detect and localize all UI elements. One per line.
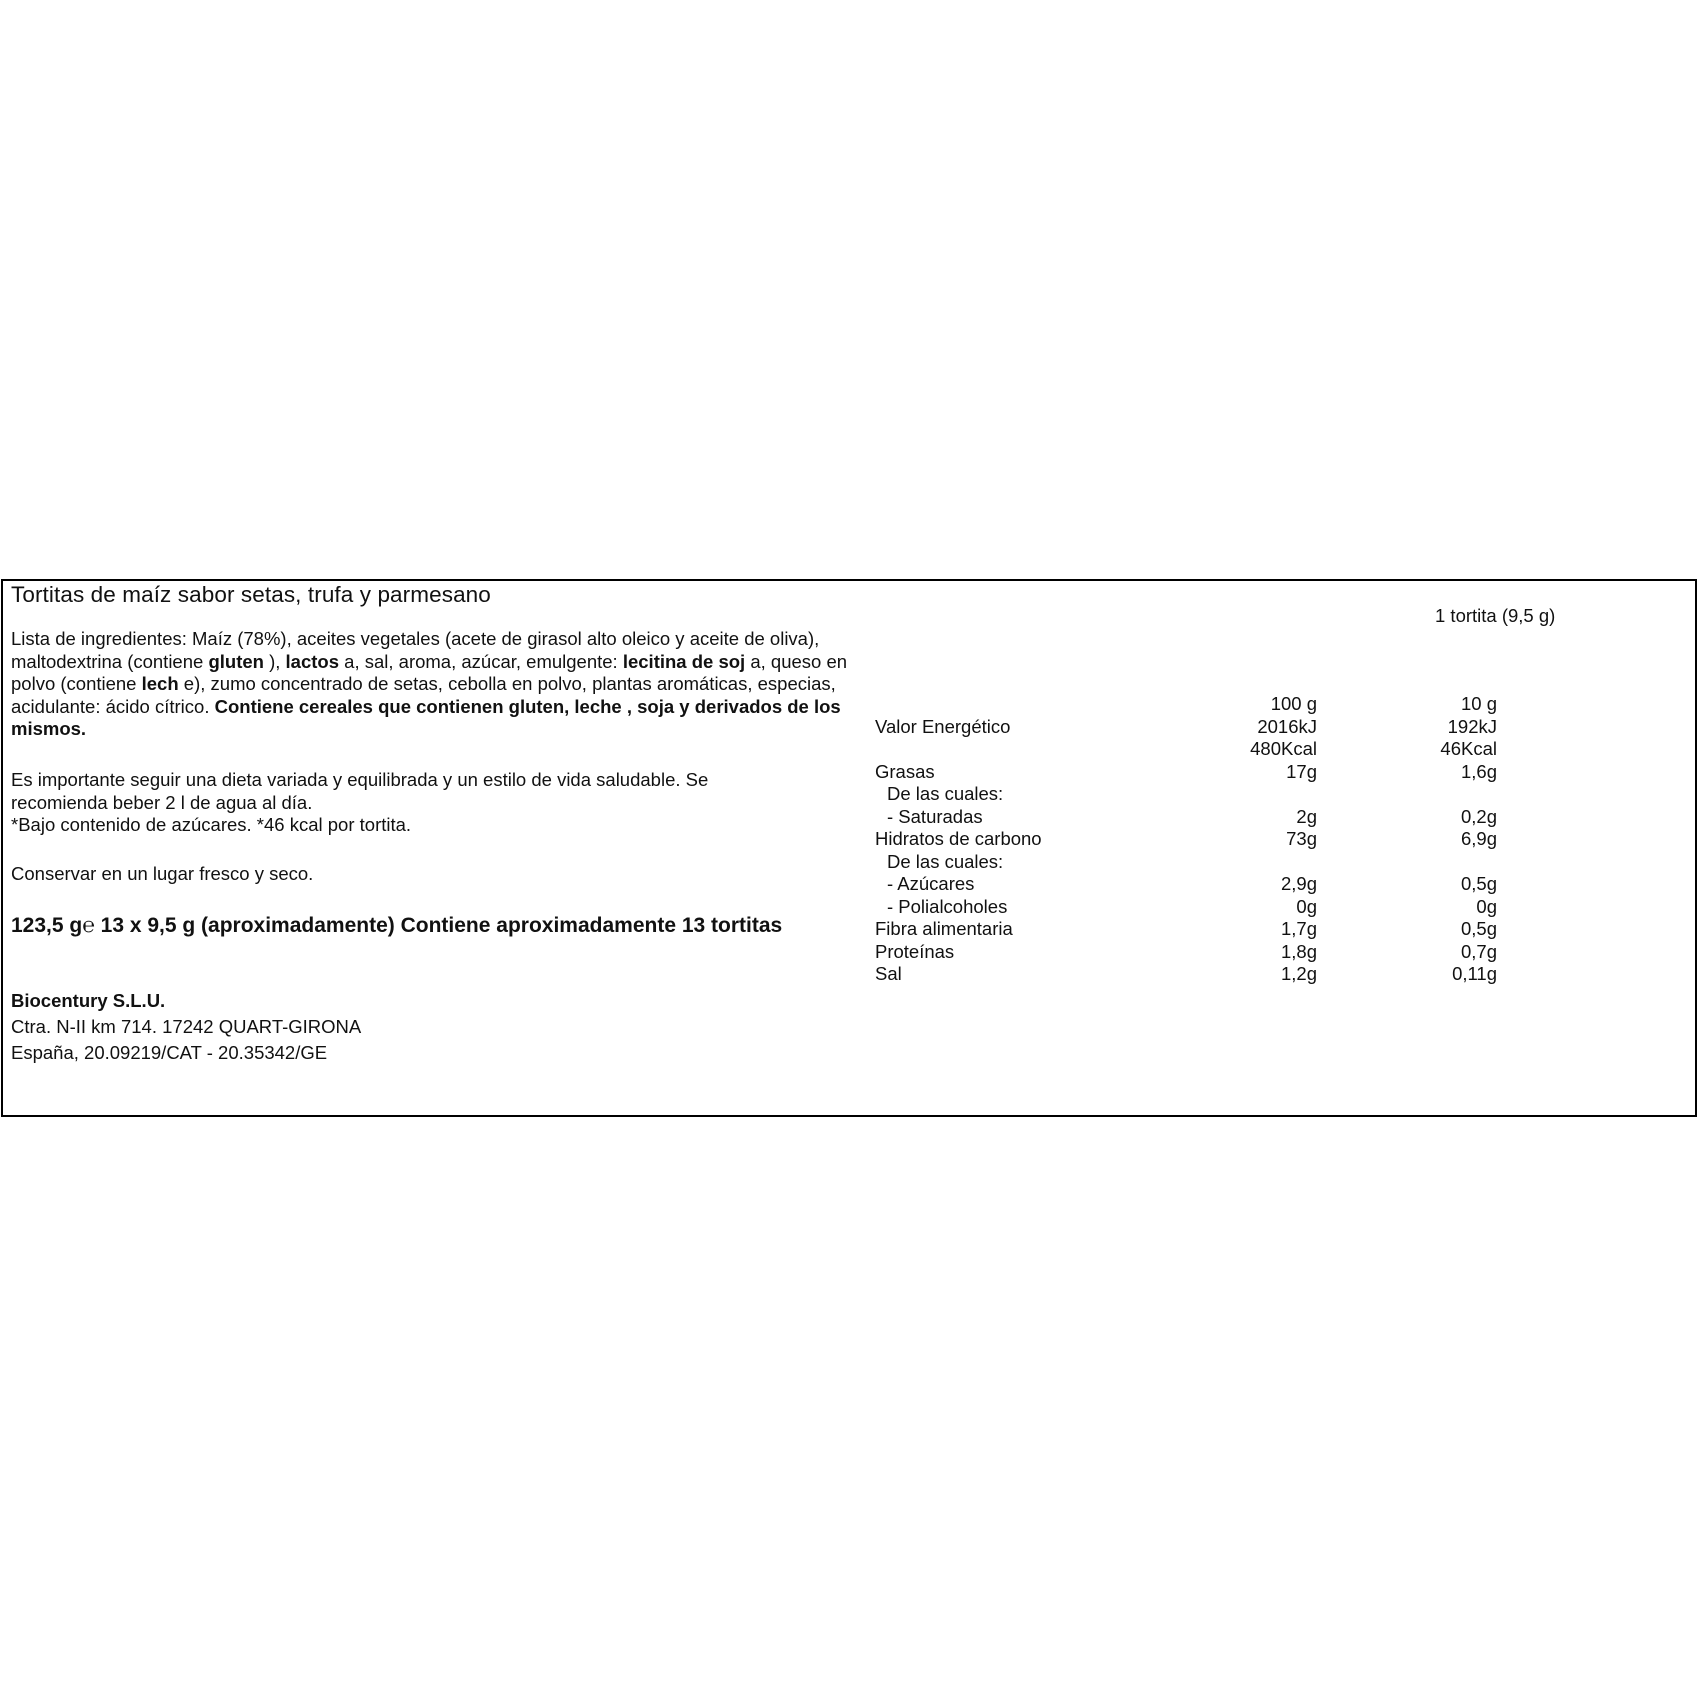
- ingredients-text: a, sal, aroma, azúcar, emulgente:: [339, 650, 623, 672]
- ingredients-text: a, queso en polvo (contiene: [11, 650, 848, 694]
- value-10g: 0,5g: [1460, 918, 1497, 939]
- value-100g: 1,2g: [1280, 963, 1317, 984]
- nutrient-name: De las cuales:: [887, 783, 1004, 804]
- per-10g-header: 10 g: [1460, 693, 1497, 714]
- value-10g: 0,11g: [1452, 963, 1497, 984]
- allergen-lactose: lactos: [285, 650, 340, 672]
- nutrient-name: [875, 738, 1217, 761]
- value-10g: [1407, 783, 1497, 806]
- product-title: Tortitas de maíz sabor setas, trufa y parmesano: [11, 582, 491, 607]
- value-10g: 0,2g: [1460, 805, 1497, 827]
- nutrient-name: Hidratos de carbono: [875, 828, 1042, 849]
- health-advice: [11, 769, 771, 837]
- nutrition-row: [875, 963, 1497, 986]
- value-100g: 480Kcal: [1250, 738, 1317, 759]
- nutrient-header: [875, 693, 1217, 716]
- value-100g: 1,7g: [1280, 918, 1317, 939]
- ingredients-text: e), zumo concentrado de setas, cebolla en polvo, plantas aromáticas, especias, acidulante: ácido cítrico.: [11, 673, 836, 717]
- nutrition-row: [875, 918, 1497, 941]
- value-100g: [1217, 783, 1317, 806]
- nutrient-name: Valor Energético: [875, 715, 1011, 737]
- nutrition-header-row: [875, 693, 1497, 716]
- value-10g: 1,6g: [1460, 760, 1497, 782]
- value-100g: 73g: [1286, 828, 1317, 849]
- value-10g: 0,7g: [1460, 940, 1497, 962]
- company-name: Biocentury S.L.U.: [11, 990, 166, 1011]
- value-100g: 2g: [1296, 805, 1317, 827]
- company-registry: España, 20.09219/CAT - 20.35342/GE: [11, 1042, 328, 1063]
- allergen-statement: Contiene cereales que contienen gluten, leche , soja y derivados de los mismos.: [11, 695, 841, 739]
- nutrition-row: [875, 716, 1497, 739]
- allergen-soy: lecitina de soj: [622, 650, 746, 672]
- nutrition-table: [875, 693, 1497, 986]
- value-10g: 0g: [1476, 895, 1497, 917]
- value-10g: 192kJ: [1447, 715, 1497, 737]
- net-quantity: 123,5 g℮ 13 x 9,5 g (aproximadamente) Contiene aproximadamente 13 tortitas: [11, 914, 783, 937]
- nutrition-row: [875, 738, 1497, 761]
- nutrient-name: Grasas: [875, 760, 935, 782]
- nutrition-row: [875, 783, 1497, 806]
- per-100g-header: 100 g: [1270, 693, 1317, 714]
- nutrient-name: Proteínas: [875, 940, 955, 962]
- sugar-claim: *Bajo contenido de azúcares. *46 kcal por tortita.: [11, 814, 412, 835]
- value-100g: 2016kJ: [1257, 715, 1317, 737]
- value-10g: 6,9g: [1460, 828, 1497, 849]
- nutrient-name: - Saturadas: [887, 805, 983, 827]
- ingredients-text: ),: [263, 650, 286, 672]
- nutrition-row: [875, 896, 1497, 919]
- advice-line: Es importante seguir una dieta variada y equilibrada y un estilo de vida saludable. Se recomienda beber 2 l de agua al día.: [11, 769, 709, 813]
- allergen-milk: lech: [141, 673, 179, 694]
- storage-instructions: Conservar en un lugar fresco y seco.: [11, 863, 314, 884]
- nutrient-name: Fibra alimentaria: [875, 918, 1013, 939]
- nutrition-row: [875, 806, 1497, 829]
- company-address: Ctra. N-II km 714. 17242 QUART-GIRONA: [11, 1016, 362, 1037]
- value-10g: [1407, 851, 1497, 874]
- nutrition-row: [875, 873, 1497, 896]
- manufacturer-info: [11, 988, 361, 1066]
- nutrient-name: - Azúcares: [887, 873, 975, 894]
- nutrient-name: De las cuales:: [887, 850, 1004, 872]
- ingredients-text: Lista de ingredientes: Maíz (78%), aceites vegetales (acete de girasol alto oleico y aceite de oliva), maltodextrina (contiene: [11, 628, 820, 672]
- nutrition-row: [875, 851, 1497, 874]
- nutrition-row: [875, 761, 1497, 784]
- value-100g: 17g: [1286, 760, 1317, 782]
- nutrient-name: Sal: [875, 963, 902, 984]
- value-10g: 0,5g: [1460, 873, 1497, 894]
- value-100g: [1217, 851, 1317, 874]
- value-100g: 1,8g: [1280, 940, 1317, 962]
- value-10g: 46Kcal: [1440, 738, 1497, 759]
- nutrition-row: [875, 828, 1497, 851]
- value-100g: 0g: [1296, 895, 1317, 917]
- nutrition-label-box: [1, 579, 1697, 1117]
- nutrition-row: [875, 941, 1497, 964]
- ingredients-list: [11, 628, 856, 741]
- value-100g: 2,9g: [1280, 873, 1317, 894]
- serving-size-header: 1 tortita (9,5 g): [1435, 605, 1556, 626]
- allergen-gluten: gluten: [208, 650, 264, 672]
- nutrient-name: - Polialcoholes: [887, 895, 1008, 917]
- nutrition-facts-column: [875, 581, 1675, 1115]
